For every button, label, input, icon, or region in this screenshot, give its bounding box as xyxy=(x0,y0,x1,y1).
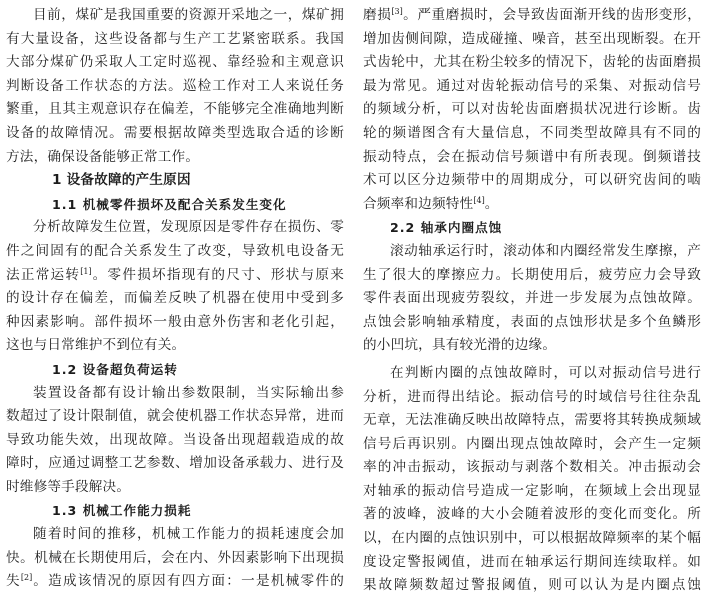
line-text: 信号后再识别。内圈出现点蚀故障时，会产生一定频 xyxy=(363,435,701,452)
line-text-continued: 。严重磨损时，会导致齿面渐开线的齿形变形， xyxy=(402,7,701,23)
line-text: 方法，确保设备能够正常工作。 xyxy=(6,148,200,165)
line-text: 1.1 机械零件损坏及配合关系发生变化 xyxy=(52,196,287,212)
section-heading xyxy=(6,169,344,193)
text-line xyxy=(6,452,344,476)
line-text: 式齿轮中，尤其在粉尘较多的情况下，齿轮的齿面磨损 xyxy=(363,54,701,71)
line-text: 导致功能失效，出现故障。当设备出现超载造成的故 xyxy=(6,431,344,448)
line-text: 点蚀会影响轴承精度，表面的点蚀形状是多个鱼鳞形 xyxy=(363,313,701,330)
line-text: 设备的故障情况。需要根据故障类型选取合适的诊断 xyxy=(6,124,344,141)
text-line xyxy=(6,287,344,311)
text-line xyxy=(363,287,701,311)
line-text: 磨损 xyxy=(363,7,392,23)
line-text: 术可以区分边频带中的周期成分，可以研究齿间的啮 xyxy=(363,172,701,189)
text-line xyxy=(6,216,344,240)
line-text: 1.2 设备超负荷运转 xyxy=(52,361,178,377)
text-line xyxy=(6,476,344,500)
text-line xyxy=(6,334,344,358)
text-line xyxy=(363,527,701,551)
text-line xyxy=(363,264,701,288)
right-column xyxy=(363,4,701,598)
line-text-continued: 。造成该情况的原因有四方面：一是机械零件的 xyxy=(32,573,344,590)
line-text: 果故障频数超过警报阈值，则可以认为是内圈点蚀 xyxy=(363,577,701,594)
text-line xyxy=(6,382,344,406)
text-line xyxy=(363,551,701,575)
text-line xyxy=(363,146,701,170)
text-line xyxy=(363,75,701,99)
text-line xyxy=(6,146,344,170)
line-text: 振动特点，会在振动信号频谱中有所表现。倒频谱技 xyxy=(363,148,701,165)
line-text: 的设计存在偏差，而偏差反映了机器在使用中受到多 xyxy=(6,290,344,307)
text-line xyxy=(6,51,344,75)
line-text: 合频率和边频特性 xyxy=(363,195,474,212)
text-line xyxy=(6,429,344,453)
line-text: 分析故障发生位置，发现原因是零件存在损伤、零 xyxy=(33,219,344,236)
line-text: 装置设备都有设计输出参数限制，当实际输出参 xyxy=(33,384,344,401)
text-line xyxy=(363,456,701,480)
text-line xyxy=(363,386,701,410)
subsection-heading xyxy=(6,193,344,217)
line-text: 障时，应通过调整工艺参数、增加设备承载力、进行及 xyxy=(6,455,344,472)
text-line xyxy=(6,570,344,594)
line-text: 分析，进而得出结论。振动信号的时域信号往往杂乱 xyxy=(363,388,701,405)
text-line xyxy=(363,51,701,75)
line-text: 件之间固有的配合关系发生了改变，导致机电设备无 xyxy=(6,242,344,259)
line-text: 的频域分析，可以对齿轮齿面磨损状况进行诊断。齿 xyxy=(363,101,701,118)
left-column xyxy=(6,4,344,594)
text-line xyxy=(363,193,701,217)
text-line xyxy=(6,98,344,122)
line-text: 种因素影响。部件损坏一般由意外伤害和老化引起， xyxy=(6,313,344,330)
line-text: 失 xyxy=(6,573,21,590)
text-line xyxy=(6,311,344,335)
line-text: 1.3 机械工作能力损耗 xyxy=(52,503,192,519)
line-text: 以，在内圈的点蚀识别中，可以根据故障频率的某个幅 xyxy=(363,530,701,547)
line-text: 1 设备故障的产生原因 xyxy=(52,172,191,189)
line-text: 繁重，且其主观意识存在偏差，不能够完全准确地判断 xyxy=(6,101,344,118)
line-text: 快。机械在长期使用后，会在内、外因素影响下出现损 xyxy=(6,549,344,566)
line-text: 滚动轴承运行时，滚动体和内圈经常发生摩擦，产 xyxy=(390,242,701,259)
subsection-heading xyxy=(6,358,344,382)
subsection-heading xyxy=(363,216,701,240)
text-line xyxy=(6,547,344,571)
text-line xyxy=(6,75,344,99)
line-text: 生了很大的摩擦应力。长期使用后，疲劳应力会导致 xyxy=(363,266,701,283)
text-line xyxy=(363,98,701,122)
text-line xyxy=(363,503,701,527)
line-text: 目前，煤矿是我国重要的资源开采地之一，煤矿拥 xyxy=(33,7,344,23)
text-line xyxy=(363,334,701,358)
text-line xyxy=(6,240,344,264)
subsection-heading xyxy=(6,499,344,523)
line-text: 判断设备工作状态的方法。巡检工作对工人来说任务 xyxy=(6,77,344,94)
line-text: 度设定警报阈值，进而在轴承运行期间连续取样。如 xyxy=(363,553,701,570)
line-text: 零件表面出现疲劳裂纹，并进一步发展为点蚀故障。 xyxy=(363,290,701,307)
citation-ref: [3] xyxy=(391,7,403,16)
citation-ref: [1] xyxy=(80,266,92,276)
citation-ref: [2] xyxy=(20,573,33,583)
text-line xyxy=(6,523,344,547)
line-text: 大部分煤矿仍采取人工定时巡视、靠经验和主观意识 xyxy=(6,54,344,71)
text-line xyxy=(363,311,701,335)
citation-ref: [4] xyxy=(473,195,485,205)
text-line xyxy=(6,122,344,146)
text-line xyxy=(363,4,701,28)
line-text-continued: 。 xyxy=(484,195,499,212)
line-text: 轮的频谱图含有大量信息，不同类型故障具有不同的 xyxy=(363,124,701,141)
text-line xyxy=(6,405,344,429)
text-line xyxy=(6,28,344,52)
line-text: 最为常见。通过对齿轮振动信号的采集、对振动信号 xyxy=(363,77,701,94)
text-line xyxy=(363,362,701,386)
line-text: 随着时间的推移，机械工作能力的损耗速度会加 xyxy=(33,526,344,543)
line-text: 有大量设备，这些设备都与生产工艺紧密联系。我国 xyxy=(6,30,344,47)
text-line xyxy=(363,122,701,146)
text-line xyxy=(363,574,701,598)
text-line xyxy=(363,169,701,193)
line-text: 2.2 轴承内圈点蚀 xyxy=(390,220,503,236)
text-line xyxy=(363,480,701,504)
text-line xyxy=(363,409,701,433)
text-line xyxy=(6,264,344,288)
line-text: 法正常运转 xyxy=(6,266,81,283)
line-text: 对轴承的振动信号造成一定影响，在频域上会出现显 xyxy=(363,482,701,499)
text-line xyxy=(363,28,701,52)
line-text: 增加齿侧间隙，造成碰撞、噪音，甚至出现断裂。在开 xyxy=(363,30,701,47)
line-text: 数超过了设计限制值，就会使机器工作状态异常，进而 xyxy=(6,408,344,425)
text-line xyxy=(363,240,701,264)
line-text: 著的波峰，波峰的大小会随着波形的变化而变化。所 xyxy=(363,506,701,523)
line-text-continued: 。零件损坏指现有的尺寸、形状与原来 xyxy=(91,266,344,283)
line-text: 这也与日常维护不到位有关。 xyxy=(6,337,186,354)
line-text: 在判断内圈的点蚀故障时，可以对振动信号进行 xyxy=(390,364,701,381)
line-text: 率的冲击振动，该振动与剥落个数相关。冲击振动会 xyxy=(363,459,701,476)
line-text: 无章，无法准确反映出故障特点，需要将其转换成频域 xyxy=(363,412,701,429)
text-line xyxy=(6,4,344,28)
text-line xyxy=(363,433,701,457)
line-text: 时维修等手段解决。 xyxy=(6,478,131,495)
line-text: 的小凹坑，具有较光滑的边缘。 xyxy=(363,337,557,354)
